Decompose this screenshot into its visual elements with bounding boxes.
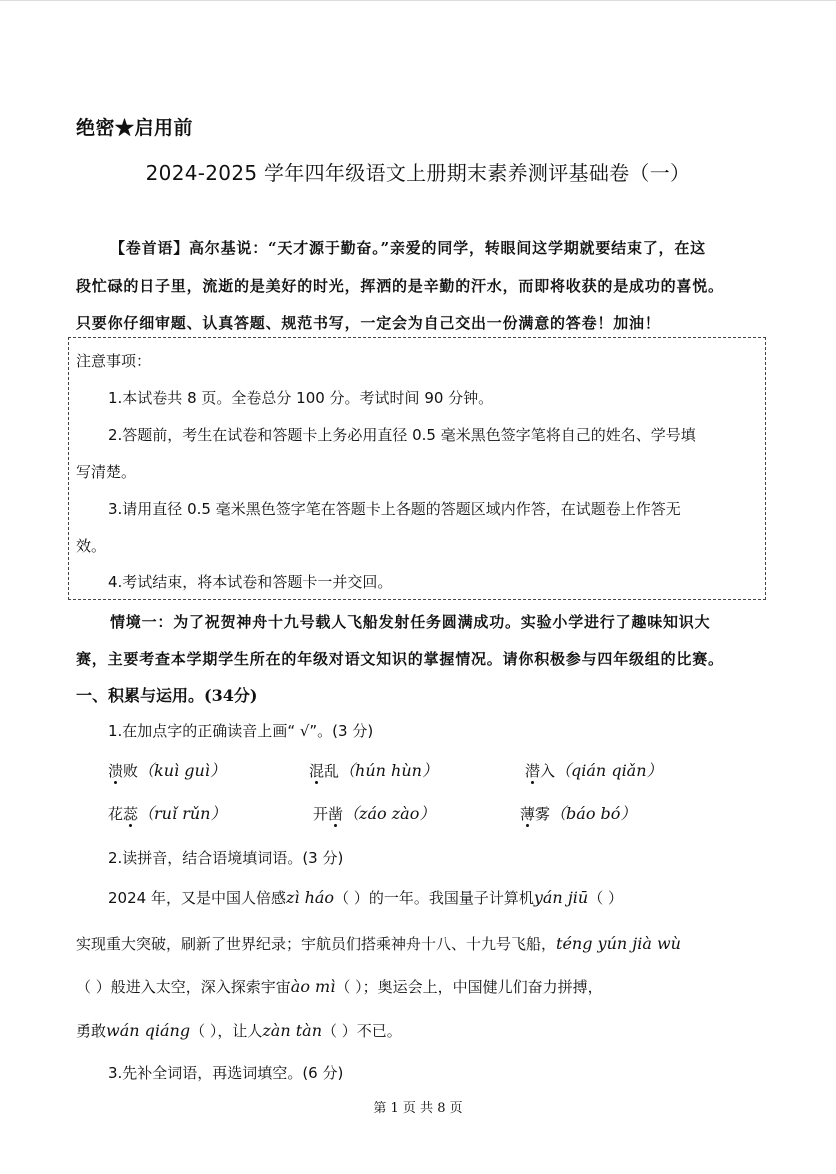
section-1-heading: 一、积累与运用。(34分) bbox=[76, 686, 258, 705]
scenario-line-2: 赛，主要考查本学期学生所在的年级对语文知识的掌握情况。请你积极参与四年级组的比赛。 bbox=[76, 650, 724, 668]
notice-item-3-cont: 效。 bbox=[76, 537, 107, 555]
q2-line-1: 2024 年，又是中国人倍感zì háo（ ）的一年。我国量子计算机yán jiū（ ） bbox=[108, 888, 623, 907]
q1-item-1: 溃败（kuì guì） bbox=[108, 761, 226, 780]
q1-item-3: 潜入（qián qiǎn） bbox=[525, 761, 663, 780]
confidential-label: 绝密★启用前 bbox=[76, 117, 194, 139]
page-number-footer: 第 1 页 共 8 页 bbox=[373, 1101, 463, 1116]
question-3-prompt: 3.先补全词语，再选词填空。(6 分) bbox=[108, 1064, 344, 1082]
q2-line-2: 实现重大突破，刷新了世界纪录；宇航员们搭乘神舟十八、十九号飞船，téng yún jià wù bbox=[76, 934, 681, 953]
notice-heading: 注意事项： bbox=[76, 352, 152, 370]
q2-line-4: 勇敢wán qiáng（ ），让人zàn tàn（ ）不已。 bbox=[76, 1021, 402, 1040]
q1-item-2: 混乱（hún hùn） bbox=[309, 761, 438, 780]
exam-title: 2024-2025 学年四年级语文上册期末素养测评基础卷（一） bbox=[145, 161, 691, 185]
notice-item-3: 3.请用直径 0.5 毫米黑色签字笔在答题卡上各题的答题区域内作答，在试题卷上作答无 bbox=[108, 500, 681, 518]
notice-item-2-cont: 写清楚。 bbox=[76, 463, 137, 481]
q1-item-5: 开凿（záo zào） bbox=[313, 804, 436, 823]
page-top-edge bbox=[0, 0, 836, 1]
preface-line-1: 【卷首语】高尔基说：“天才源于勤奋。”亲爱的同学，转眼间这学期就要结束了，在这 bbox=[110, 239, 706, 257]
notice-box bbox=[68, 337, 766, 600]
preface-line-3: 只要你仔细审题、认真答题、规范书写，一定会为自己交出一份满意的答卷！加油！ bbox=[76, 314, 661, 332]
q2-line-3: （ ）般进入太空，深入探索宇宙ào mì（ ）；奥运会上，中国健儿们奋力拼搏， bbox=[76, 977, 603, 996]
preface-line-2: 段忙碌的日子里，流逝的是美好的时光，挥洒的是辛勤的汗水，而即将收获的是成功的喜悦。 bbox=[76, 277, 724, 295]
notice-item-1: 1.本试卷共 8 页。全卷总分 100 分。考试时间 90 分钟。 bbox=[108, 389, 494, 407]
q1-item-4: 花蕊（ruǐ rǔn） bbox=[108, 804, 227, 823]
scenario-line-1: 情境一：为了祝贺神舟十九号载人飞船发射任务圆满成功。实验小学进行了趣味知识大 bbox=[110, 613, 711, 631]
notice-item-4: 4.考试结束，将本试卷和答题卡一并交回。 bbox=[108, 573, 393, 591]
question-1-prompt: 1.在加点字的正确读音上画“ √”。(3 分) bbox=[108, 722, 374, 740]
q1-item-6: 薄雾（báo bó） bbox=[520, 804, 637, 823]
notice-item-2: 2.答题前，考生在试卷和答题卡上务必用直径 0.5 毫米黑色签字笔将自己的姓名、学号填 bbox=[108, 426, 696, 444]
question-2-prompt: 2.读拼音，结合语境填词语。(3 分) bbox=[108, 849, 344, 867]
